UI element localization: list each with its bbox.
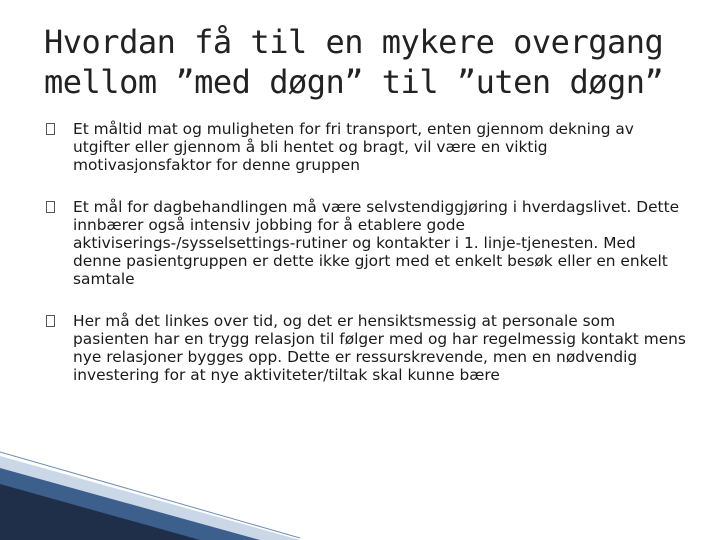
bullet-text: Et måltid mat og muligheten for fri transport, enten gjennom dekning av utgifter eller gjennom å bli hentet og bragt, vil være en viktig motivasjonsfaktor for denne gruppen	[73, 120, 634, 174]
bullet-item	[46, 120, 686, 174]
bullet-item	[46, 312, 686, 384]
box-bullet-icon	[46, 315, 55, 327]
box-bullet-icon	[46, 123, 55, 135]
slide-title	[44, 22, 704, 102]
bullet-text: Et mål for dagbehandlingen må være selvstendiggjøring i hverdagslivet. Dette innbærer også intensiv jobbing for å etablere gode aktiviserings-/sysselsettings-rutiner og kontakter i 1. linje-tjenesten. Med denne pasientgruppen er dette ikke gjort med et enkelt besøk eller en enkelt samtale	[73, 198, 680, 288]
bullet-list	[46, 120, 686, 384]
corner-wave-decoration	[0, 450, 300, 540]
slide-title-line-1: Hvordan få til en mykere overgang	[44, 23, 664, 61]
bullet-text: Her må det linkes over tid, og det er hensiktsmessig at personale som pasienten har en trygg relasjon til følger med og har regelmessig kontakt mens nye relasjoner bygges opp. Dette er ressurskrevende, men en nødvendig investering for at nye aktiviteter/tiltak skal kunne bære	[73, 312, 686, 384]
bullet-item	[46, 198, 686, 288]
box-bullet-icon	[46, 201, 55, 213]
slide-title-line-2: mellom ”med døgn” til ”uten døgn”	[44, 63, 664, 101]
